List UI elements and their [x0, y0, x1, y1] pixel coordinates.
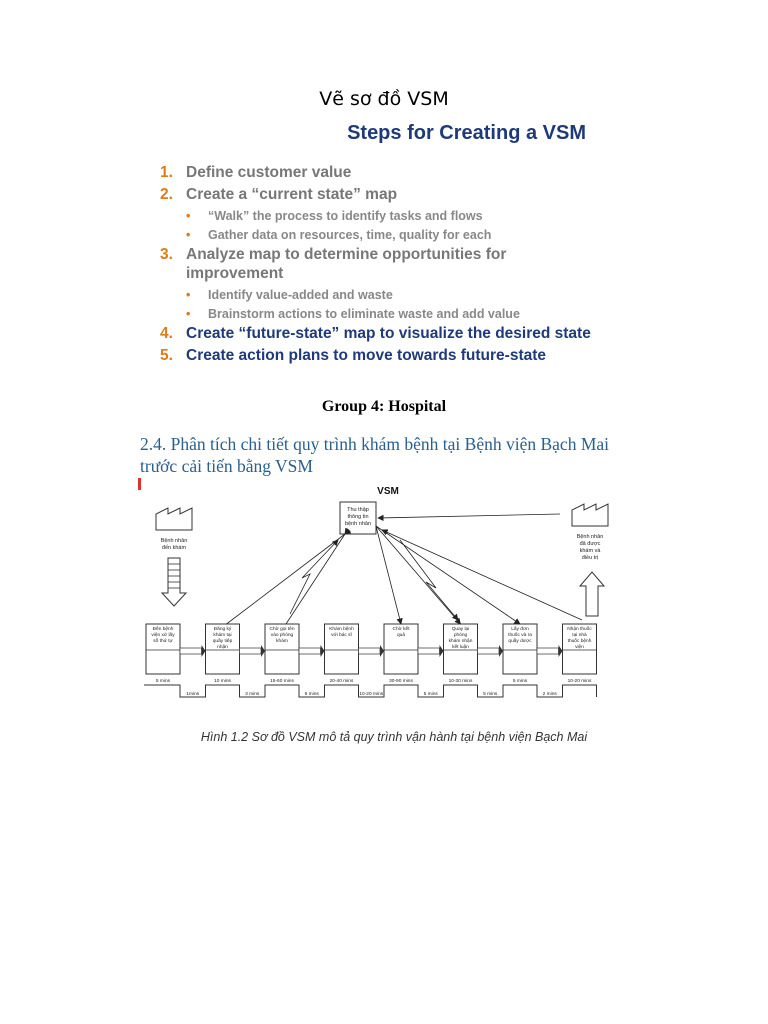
process-time: 5 mins: [155, 679, 171, 684]
step-subitem: [160, 226, 600, 245]
info-box-label: Thu thập: [347, 507, 369, 513]
push-arrow-head: [440, 645, 444, 657]
step-text: Create “future-state” map to visualize the desired state: [186, 325, 591, 342]
wait-time: 5 mins: [483, 692, 498, 697]
process-label: khám tại: [213, 633, 232, 638]
process-label: nhận: [217, 645, 228, 650]
push-arrow: [180, 648, 202, 654]
process-time: 5 mins: [512, 679, 528, 684]
step-text: Create a “current state” map: [186, 186, 398, 203]
step-subitem-text: Identify value-added and waste: [208, 288, 393, 302]
step-subitem-text: Brainstorm actions to eliminate waste and add value: [208, 307, 520, 321]
wait-time: 5 mins: [423, 692, 438, 697]
process-label: vào phòng: [270, 633, 294, 638]
vsm-diagram: [140, 478, 620, 718]
info-arrow: [378, 514, 560, 518]
process-label: Nhận thuốc: [567, 627, 592, 632]
factory-icon: [156, 508, 192, 530]
step-text: Create action plans to move towards future-state: [186, 347, 547, 364]
push-arrow-head: [499, 645, 503, 657]
step-subitem: [160, 286, 600, 305]
info-arrow: [286, 534, 345, 624]
process-label: Chờ kết: [392, 627, 410, 632]
bullet-icon: •: [186, 209, 191, 223]
process-time: 30-90 mins: [389, 679, 413, 684]
wait-time: 10-20 mins: [359, 692, 384, 697]
push-arrow-head: [559, 645, 563, 657]
section-heading: 2.4. Phân tích chi tiết quy trình khám bệnh tại Bệnh viện Bạch Mai trước cải tiến bằng VSM: [140, 434, 610, 476]
process-label: tại nhà: [572, 633, 587, 638]
process-label: Đến bệnh: [152, 627, 174, 632]
process-label: Đăng ký: [213, 627, 232, 632]
process-time: 10-20 mins: [567, 679, 592, 684]
push-arrow: [240, 648, 262, 654]
process-label: với bác sĩ: [331, 633, 352, 638]
steps-title: Steps for Creating a VSM: [347, 122, 586, 144]
process-label: khám nhận: [448, 639, 473, 644]
right-entity-label: điều trị: [581, 555, 599, 561]
process-label: quầy tiếp: [212, 639, 233, 644]
push-arrow: [478, 648, 500, 654]
steps-list: [160, 163, 600, 365]
bullet-icon: •: [186, 307, 191, 321]
info-arrow: [382, 530, 582, 620]
group-title: Group 4: Hospital: [321, 398, 447, 415]
step-number: 3.: [160, 246, 173, 263]
left-entity-label: Bệnh nhân: [160, 538, 188, 544]
step-item: [160, 346, 600, 365]
wait-time: 1mins: [186, 692, 200, 697]
push-arrow: [537, 648, 559, 654]
vsm-svg: [140, 478, 620, 718]
step-number: 5.: [160, 347, 173, 364]
steps-slide: [160, 118, 600, 368]
step-subitem: [160, 305, 600, 324]
process-label: viện: [575, 645, 584, 650]
process-time: 20-40 mins: [329, 679, 354, 684]
step-number: 4.: [160, 325, 173, 342]
process-label: Chờ gọi tên: [269, 627, 295, 632]
push-arrow: [418, 648, 440, 654]
step-item: [160, 185, 600, 204]
process-label: Khám bệnh: [329, 627, 354, 632]
wait-time: 2 mins: [542, 692, 557, 697]
step-item: [160, 324, 600, 343]
push-arrow: [299, 648, 321, 654]
document-title: Vẽ sơ đồ VSM: [319, 88, 449, 110]
push-arrow-head: [380, 645, 384, 657]
right-entity-label: khám và: [579, 548, 601, 554]
electronic-info-arrow: [290, 540, 338, 614]
step-subitem: [160, 207, 600, 226]
wait-time: 5 mins: [304, 692, 319, 697]
process-label: quầy dược: [508, 639, 532, 644]
electronic-info-arrow: [400, 540, 458, 620]
step-item: [160, 245, 600, 283]
push-arrow: [359, 648, 381, 654]
info-box-label: bệnh nhân: [345, 521, 371, 527]
process-label: viện xử lấy: [151, 633, 175, 638]
process-label: Lấy đơn: [511, 627, 529, 632]
step-subitem-text: “Walk” the process to identify tasks and flows: [208, 209, 483, 223]
factory-icon: [572, 504, 608, 526]
process-time: 15-60 mins: [270, 679, 294, 684]
process-label: quả: [396, 633, 406, 638]
right-entity-label: đã được: [579, 541, 601, 547]
push-arrow-head: [321, 645, 325, 657]
process-label: Quay lại: [451, 627, 470, 632]
step-subitem-text: Gather data on resources, time, quality for each: [208, 228, 492, 242]
right-entity-label: Bệnh nhân: [576, 534, 604, 540]
process-label: số thứ tự: [153, 639, 173, 644]
left-entity-label: đến khám: [161, 545, 187, 551]
figure-caption: Hình 1.2 Sơ đồ VSM mô tả quy trình vận hành tại bệnh viện Bạch Mai: [200, 730, 588, 744]
vsm-title: VSM: [377, 486, 399, 497]
process-time: 10 mins: [214, 679, 231, 684]
process-label: thuốc bệnh: [567, 639, 592, 644]
step-number: 1.: [160, 164, 173, 181]
bullet-icon: •: [186, 288, 191, 302]
step-text: Analyze map to determine opportunities for improvement: [186, 246, 507, 282]
process-label: thuốc và ra: [508, 633, 532, 638]
process-label: kết luận: [452, 645, 469, 650]
info-arrow: [227, 534, 346, 624]
push-arrow-head: [202, 645, 206, 657]
wait-time: 3 mins: [245, 692, 260, 697]
step-item: [160, 163, 600, 182]
step-text: Define customer value: [186, 164, 352, 181]
push-arrow-head: [261, 645, 265, 657]
up-arrow-icon: [580, 572, 604, 616]
step-number: 2.: [160, 186, 173, 203]
info-box-label: thông tin: [347, 514, 369, 520]
process-label: phòng: [453, 633, 468, 638]
bullet-icon: •: [186, 228, 191, 242]
process-label: khám: [276, 639, 288, 644]
process-time: 10-30 mins: [448, 679, 473, 684]
